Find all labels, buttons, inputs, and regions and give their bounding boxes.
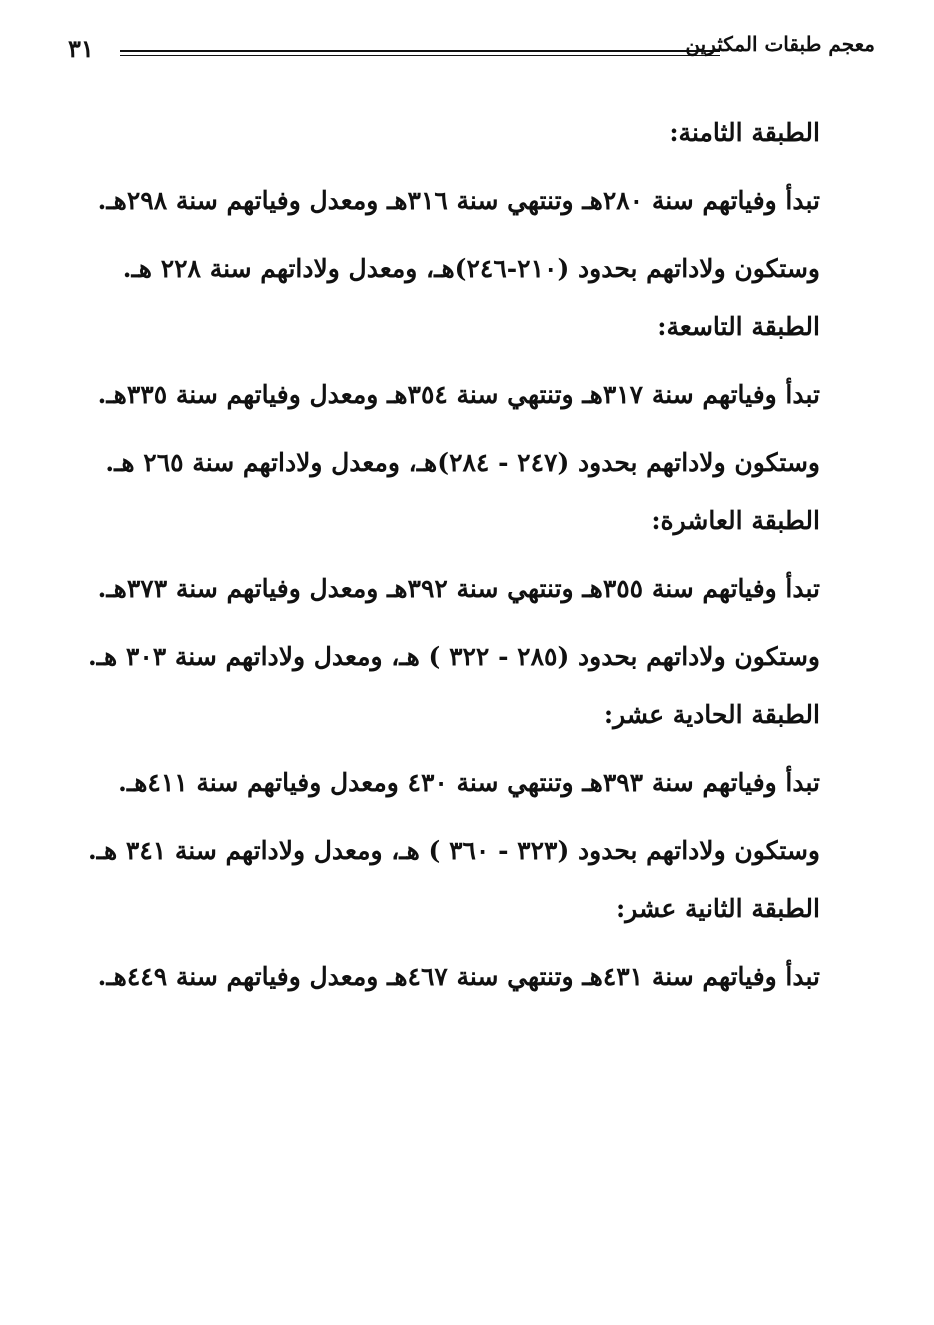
section-eleventh-tier (58, 697, 868, 879)
header-rule (120, 50, 720, 52)
deaths-paragraph: تبدأ وفياتهم سنة ٣٥٥هـ وتنتهي سنة ٣٩٢هـ ومعدل وفياتهم سنة ٣٧٣هـ. (97, 574, 820, 603)
section-heading: الطبقة العاشرة: (651, 506, 820, 535)
section-heading: الطبقة الحادية عشر: (603, 700, 820, 729)
births-paragraph: وستكون ولاداتهم بحدود (٢١٠-٢٤٦)هـ، ومعدل ولاداتهم سنة ٢٢٨ هـ. (122, 254, 820, 283)
running-title: معجم طبقات المكثرين (685, 32, 875, 56)
deaths-paragraph: تبدأ وفياتهم سنة ٤٣١هـ وتنتهي سنة ٤٦٧هـ ومعدل وفياتهم سنة ٤٤٩هـ. (97, 962, 820, 991)
births-paragraph: وستكون ولاداتهم بحدود (٢٨٥ - ٣٢٢ ) هـ، ومعدل ولاداتهم سنة ٣٠٣ هـ. (87, 642, 820, 671)
births-paragraph: وستكون ولاداتهم بحدود (٣٢٣ - ٣٦٠ ) هـ، ومعدل ولاداتهم سنة ٣٤١ هـ. (87, 836, 820, 865)
deaths-paragraph: تبدأ وفياتهم سنة ٣١٧هـ وتنتهي سنة ٣٥٤هـ ومعدل وفياتهم سنة ٣٣٥هـ. (97, 380, 820, 409)
deaths-paragraph: تبدأ وفياتهم سنة ٣٩٣هـ وتنتهي سنة ٤٣٠ ومعدل وفياتهم سنة ٤١١هـ. (118, 768, 820, 797)
page-header (60, 30, 875, 70)
deaths-paragraph: تبدأ وفياتهم سنة ٢٨٠هـ وتنتهي سنة ٣١٦هـ ومعدل وفياتهم سنة ٢٩٨هـ. (97, 186, 820, 215)
page-number: ٣١ (68, 34, 94, 63)
section-twelfth-tier (58, 891, 868, 1005)
section-tenth-tier (58, 503, 868, 685)
section-heading: الطبقة الثامنة: (669, 118, 820, 147)
section-eighth-tier (58, 115, 868, 297)
section-heading: الطبقة الثانية عشر: (616, 894, 820, 923)
section-heading: الطبقة التاسعة: (657, 312, 820, 341)
page-content (58, 115, 868, 1017)
births-paragraph: وستكون ولاداتهم بحدود (٢٤٧ - ٢٨٤)هـ، ومعدل ولاداتهم سنة ٢٦٥ هـ. (105, 448, 820, 477)
header-rule-thin (120, 55, 720, 56)
section-ninth-tier (58, 309, 868, 491)
